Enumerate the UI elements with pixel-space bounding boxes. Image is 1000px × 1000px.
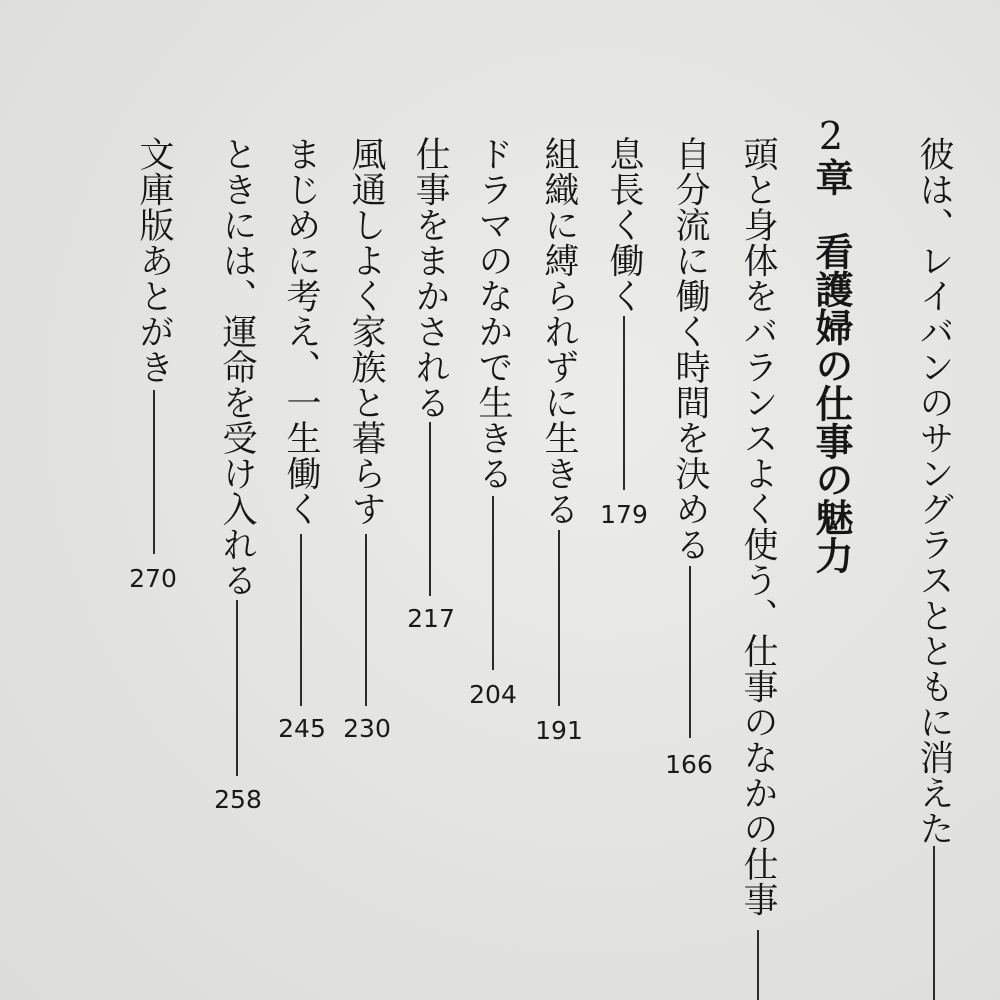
toc-entry-title: 自分流に働く時間を決める	[670, 136, 710, 562]
toc-leader-line	[429, 422, 431, 596]
toc-leader-line	[365, 534, 367, 706]
toc-page-number: 191	[535, 716, 583, 745]
toc-page-number: 245	[278, 714, 326, 743]
toc-entry-title: 頭と身体をバランスよく使う、仕事のなかの仕事	[738, 136, 778, 917]
toc-page-number: 258	[214, 785, 262, 814]
toc-entry-title: 彼は、レイバンのサングラスとともに消えた	[914, 136, 954, 846]
toc-entry-title: ドラマのなかで生きる	[473, 136, 513, 491]
toc-entry-title: 仕事をまかされる	[410, 136, 450, 420]
toc-leader-line	[492, 496, 494, 670]
toc-entry-title: ときには、運命を受け入れる	[217, 136, 257, 598]
chapter-title: 看護婦の仕事の魅力	[809, 232, 854, 574]
toc-entry-title: まじめに考え、一生働く	[281, 136, 321, 527]
toc-page-number: 217	[407, 604, 455, 633]
toc-leader-line	[300, 534, 302, 706]
toc-leader-line	[153, 390, 155, 554]
toc-entry-title: 息長く働く	[604, 136, 644, 314]
toc-page-number: 204	[469, 680, 517, 709]
toc-leader-line	[757, 930, 759, 1000]
toc-leader-line	[558, 530, 560, 706]
toc-entry-title: 風通しよく家族と暮らす	[346, 136, 386, 527]
toc-entry-title: 文庫版あとがき	[134, 136, 174, 385]
toc-entry-title: 組織に縛られずに生きる	[539, 136, 579, 527]
toc-leader-line	[623, 316, 625, 490]
toc-page-number: 230	[343, 714, 391, 743]
chapter-label: 章	[809, 158, 854, 196]
chapter-number: 2	[809, 114, 853, 158]
toc-leader-line	[933, 846, 935, 1000]
chapter-heading	[809, 114, 854, 574]
toc-page-number: 166	[665, 750, 713, 779]
toc-leader-line	[689, 566, 691, 738]
toc-leader-line	[236, 600, 238, 776]
toc-page-number: 179	[600, 500, 648, 529]
toc-page-number: 270	[129, 564, 177, 593]
